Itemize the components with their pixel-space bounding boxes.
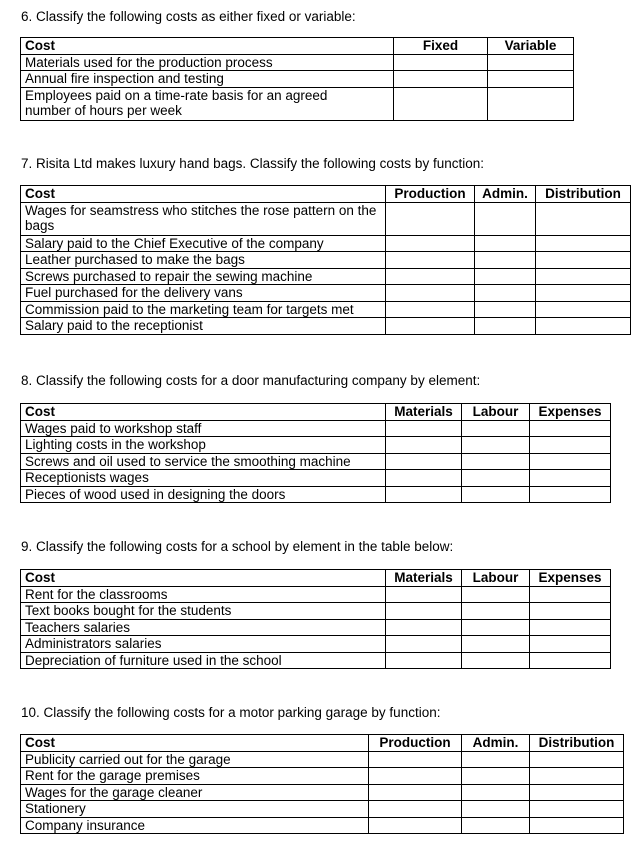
answer-cell-expenses[interactable] bbox=[530, 470, 611, 487]
header-cost: Cost bbox=[21, 570, 386, 587]
answer-cell-expenses[interactable] bbox=[530, 453, 611, 470]
answer-cell-materials[interactable] bbox=[386, 586, 462, 603]
table-row bbox=[21, 318, 631, 335]
answer-cell-labour[interactable] bbox=[462, 453, 530, 470]
cost-cell: Wages paid to workshop staff bbox=[21, 420, 386, 437]
cost-cell: Annual fire inspection and testing bbox=[21, 71, 394, 88]
table-q8-element bbox=[20, 403, 611, 503]
answer-cell-admin[interactable] bbox=[475, 301, 536, 318]
cost-cell: Administrators salaries bbox=[21, 636, 386, 653]
header-cost: Cost bbox=[21, 38, 394, 55]
answer-cell-expenses[interactable] bbox=[530, 586, 611, 603]
cost-cell: Screws purchased to repair the sewing machine bbox=[21, 268, 386, 285]
header-labour: Labour bbox=[462, 570, 530, 587]
header-expenses: Expenses bbox=[530, 404, 611, 421]
answer-cell-expenses[interactable] bbox=[530, 486, 611, 503]
answer-cell-production[interactable] bbox=[386, 318, 475, 335]
table-header-row bbox=[21, 735, 624, 752]
answer-cell-fixed[interactable] bbox=[394, 71, 488, 88]
table-header-row bbox=[21, 186, 631, 203]
table-row bbox=[21, 470, 611, 487]
table-q9-element bbox=[20, 569, 611, 669]
table-row bbox=[21, 768, 624, 785]
answer-cell-expenses[interactable] bbox=[530, 437, 611, 454]
answer-cell-materials[interactable] bbox=[386, 453, 462, 470]
table-row bbox=[21, 71, 574, 88]
answer-cell-distribution[interactable] bbox=[530, 817, 624, 834]
answer-cell-labour[interactable] bbox=[462, 437, 530, 454]
answer-cell-labour[interactable] bbox=[462, 619, 530, 636]
answer-cell-admin[interactable] bbox=[462, 751, 530, 768]
cost-cell: Commission paid to the marketing team for targets met bbox=[21, 301, 386, 318]
answer-cell-variable[interactable] bbox=[488, 54, 574, 71]
answer-cell-labour[interactable] bbox=[462, 420, 530, 437]
answer-cell-variable[interactable] bbox=[488, 87, 574, 120]
cost-cell: Publicity carried out for the garage bbox=[21, 751, 369, 768]
answer-cell-distribution[interactable] bbox=[536, 318, 631, 335]
cost-cell: Lighting costs in the workshop bbox=[21, 437, 386, 454]
answer-cell-production[interactable] bbox=[369, 768, 462, 785]
table-row bbox=[21, 817, 624, 834]
answer-cell-production[interactable] bbox=[386, 235, 475, 252]
answer-cell-expenses[interactable] bbox=[530, 603, 611, 620]
answer-cell-production[interactable] bbox=[386, 268, 475, 285]
cost-cell: Leather purchased to make the bags bbox=[21, 252, 386, 269]
header-fixed: Fixed bbox=[394, 38, 488, 55]
cost-cell: Rent for the garage premises bbox=[21, 768, 369, 785]
answer-cell-admin[interactable] bbox=[475, 318, 536, 335]
table-row bbox=[21, 453, 611, 470]
table-row bbox=[21, 285, 631, 302]
answer-cell-materials[interactable] bbox=[386, 470, 462, 487]
answer-cell-variable[interactable] bbox=[488, 71, 574, 88]
answer-cell-fixed[interactable] bbox=[394, 87, 488, 120]
table-row bbox=[21, 301, 631, 318]
header-production: Production bbox=[386, 186, 475, 203]
table-row bbox=[21, 420, 611, 437]
answer-cell-expenses[interactable] bbox=[530, 619, 611, 636]
cost-cell: Salary paid to the receptionist bbox=[21, 318, 386, 335]
table-header-row bbox=[21, 570, 611, 587]
answer-cell-labour[interactable] bbox=[462, 652, 530, 669]
table-row bbox=[21, 636, 611, 653]
header-variable: Variable bbox=[488, 38, 574, 55]
cost-cell: Rent for the classrooms bbox=[21, 586, 386, 603]
answer-cell-labour[interactable] bbox=[462, 470, 530, 487]
answer-cell-expenses[interactable] bbox=[530, 636, 611, 653]
answer-cell-admin[interactable] bbox=[462, 817, 530, 834]
header-materials: Materials bbox=[386, 404, 462, 421]
table-row bbox=[21, 486, 611, 503]
answer-cell-materials[interactable] bbox=[386, 486, 462, 503]
answer-cell-admin[interactable] bbox=[475, 252, 536, 269]
question-6-prompt: 6. Classify the following costs as either fixed or variable: bbox=[21, 9, 356, 24]
answer-cell-labour[interactable] bbox=[462, 603, 530, 620]
header-cost: Cost bbox=[21, 735, 369, 752]
cost-cell: Teachers salaries bbox=[21, 619, 386, 636]
answer-cell-materials[interactable] bbox=[386, 636, 462, 653]
answer-cell-production[interactable] bbox=[386, 202, 475, 235]
answer-cell-materials[interactable] bbox=[386, 652, 462, 669]
answer-cell-admin[interactable] bbox=[475, 268, 536, 285]
table-header-row bbox=[21, 38, 574, 55]
header-labour: Labour bbox=[462, 404, 530, 421]
table-row bbox=[21, 268, 631, 285]
answer-cell-production[interactable] bbox=[386, 285, 475, 302]
answer-cell-distribution[interactable] bbox=[536, 235, 631, 252]
answer-cell-labour[interactable] bbox=[462, 636, 530, 653]
table-header-row bbox=[21, 404, 611, 421]
answer-cell-production[interactable] bbox=[369, 801, 462, 818]
answer-cell-admin[interactable] bbox=[475, 285, 536, 302]
answer-cell-materials[interactable] bbox=[386, 437, 462, 454]
header-distribution: Distribution bbox=[536, 186, 631, 203]
question-9-prompt: 9. Classify the following costs for a school by element in the table below: bbox=[21, 539, 454, 554]
answer-cell-distribution[interactable] bbox=[530, 768, 624, 785]
cost-cell: Salary paid to the Chief Executive of the company bbox=[21, 235, 386, 252]
answer-cell-distribution[interactable] bbox=[536, 285, 631, 302]
answer-cell-distribution[interactable] bbox=[530, 751, 624, 768]
header-cost: Cost bbox=[21, 404, 386, 421]
header-production: Production bbox=[369, 735, 462, 752]
question-7-prompt: 7. Risita Ltd makes luxury hand bags. Classify the following costs by function: bbox=[21, 156, 484, 171]
table-row bbox=[21, 652, 611, 669]
answer-cell-distribution[interactable] bbox=[536, 202, 631, 235]
cost-cell: Wages for the garage cleaner bbox=[21, 784, 369, 801]
table-row bbox=[21, 603, 611, 620]
table-row bbox=[21, 235, 631, 252]
table-q6-fixed-variable bbox=[20, 37, 574, 121]
cost-cell: Company insurance bbox=[21, 817, 369, 834]
question-8-prompt: 8. Classify the following costs for a door manufacturing company by element: bbox=[21, 373, 481, 388]
cost-cell: Materials used for the production process bbox=[21, 54, 394, 71]
table-row bbox=[21, 751, 624, 768]
answer-cell-production[interactable] bbox=[369, 817, 462, 834]
header-materials: Materials bbox=[386, 570, 462, 587]
table-q10-function bbox=[20, 734, 624, 834]
cost-cell: Receptionists wages bbox=[21, 470, 386, 487]
table-row bbox=[21, 784, 624, 801]
answer-cell-distribution[interactable] bbox=[536, 301, 631, 318]
answer-cell-labour[interactable] bbox=[462, 586, 530, 603]
table-row bbox=[21, 437, 611, 454]
cost-cell: Depreciation of furniture used in the school bbox=[21, 652, 386, 669]
answer-cell-admin[interactable] bbox=[475, 235, 536, 252]
header-distribution: Distribution bbox=[530, 735, 624, 752]
table-row bbox=[21, 54, 574, 71]
header-admin: Admin. bbox=[462, 735, 530, 752]
cost-cell: Stationery bbox=[21, 801, 369, 818]
cost-cell: Employees paid on a time-rate basis for an agreed number of hours per week bbox=[21, 87, 394, 120]
answer-cell-expenses[interactable] bbox=[530, 420, 611, 437]
answer-cell-distribution[interactable] bbox=[530, 801, 624, 818]
header-admin: Admin. bbox=[475, 186, 536, 203]
answer-cell-production[interactable] bbox=[386, 252, 475, 269]
answer-cell-admin[interactable] bbox=[462, 768, 530, 785]
answer-cell-admin[interactable] bbox=[462, 784, 530, 801]
answer-cell-production[interactable] bbox=[386, 301, 475, 318]
answer-cell-expenses[interactable] bbox=[530, 652, 611, 669]
answer-cell-admin[interactable] bbox=[462, 801, 530, 818]
table-row bbox=[21, 586, 611, 603]
answer-cell-distribution[interactable] bbox=[536, 268, 631, 285]
answer-cell-materials[interactable] bbox=[386, 603, 462, 620]
table-row bbox=[21, 252, 631, 269]
answer-cell-materials[interactable] bbox=[386, 420, 462, 437]
answer-cell-admin[interactable] bbox=[475, 202, 536, 235]
answer-cell-distribution[interactable] bbox=[536, 252, 631, 269]
answer-cell-materials[interactable] bbox=[386, 619, 462, 636]
table-row bbox=[21, 87, 574, 120]
table-q7-function bbox=[20, 185, 631, 335]
answer-cell-labour[interactable] bbox=[462, 486, 530, 503]
cost-cell: Screws and oil used to service the smoothing machine bbox=[21, 453, 386, 470]
cost-cell: Pieces of wood used in designing the doors bbox=[21, 486, 386, 503]
table-row bbox=[21, 801, 624, 818]
cost-cell: Wages for seamstress who stitches the rose pattern on the bags bbox=[21, 202, 386, 235]
answer-cell-production[interactable] bbox=[369, 784, 462, 801]
header-cost: Cost bbox=[21, 186, 386, 203]
answer-cell-production[interactable] bbox=[369, 751, 462, 768]
table-row bbox=[21, 202, 631, 235]
cost-cell: Text books bought for the students bbox=[21, 603, 386, 620]
answer-cell-distribution[interactable] bbox=[530, 784, 624, 801]
answer-cell-fixed[interactable] bbox=[394, 54, 488, 71]
header-expenses: Expenses bbox=[530, 570, 611, 587]
question-10-prompt: 10. Classify the following costs for a motor parking garage by function: bbox=[21, 705, 441, 720]
cost-cell: Fuel purchased for the delivery vans bbox=[21, 285, 386, 302]
table-row bbox=[21, 619, 611, 636]
